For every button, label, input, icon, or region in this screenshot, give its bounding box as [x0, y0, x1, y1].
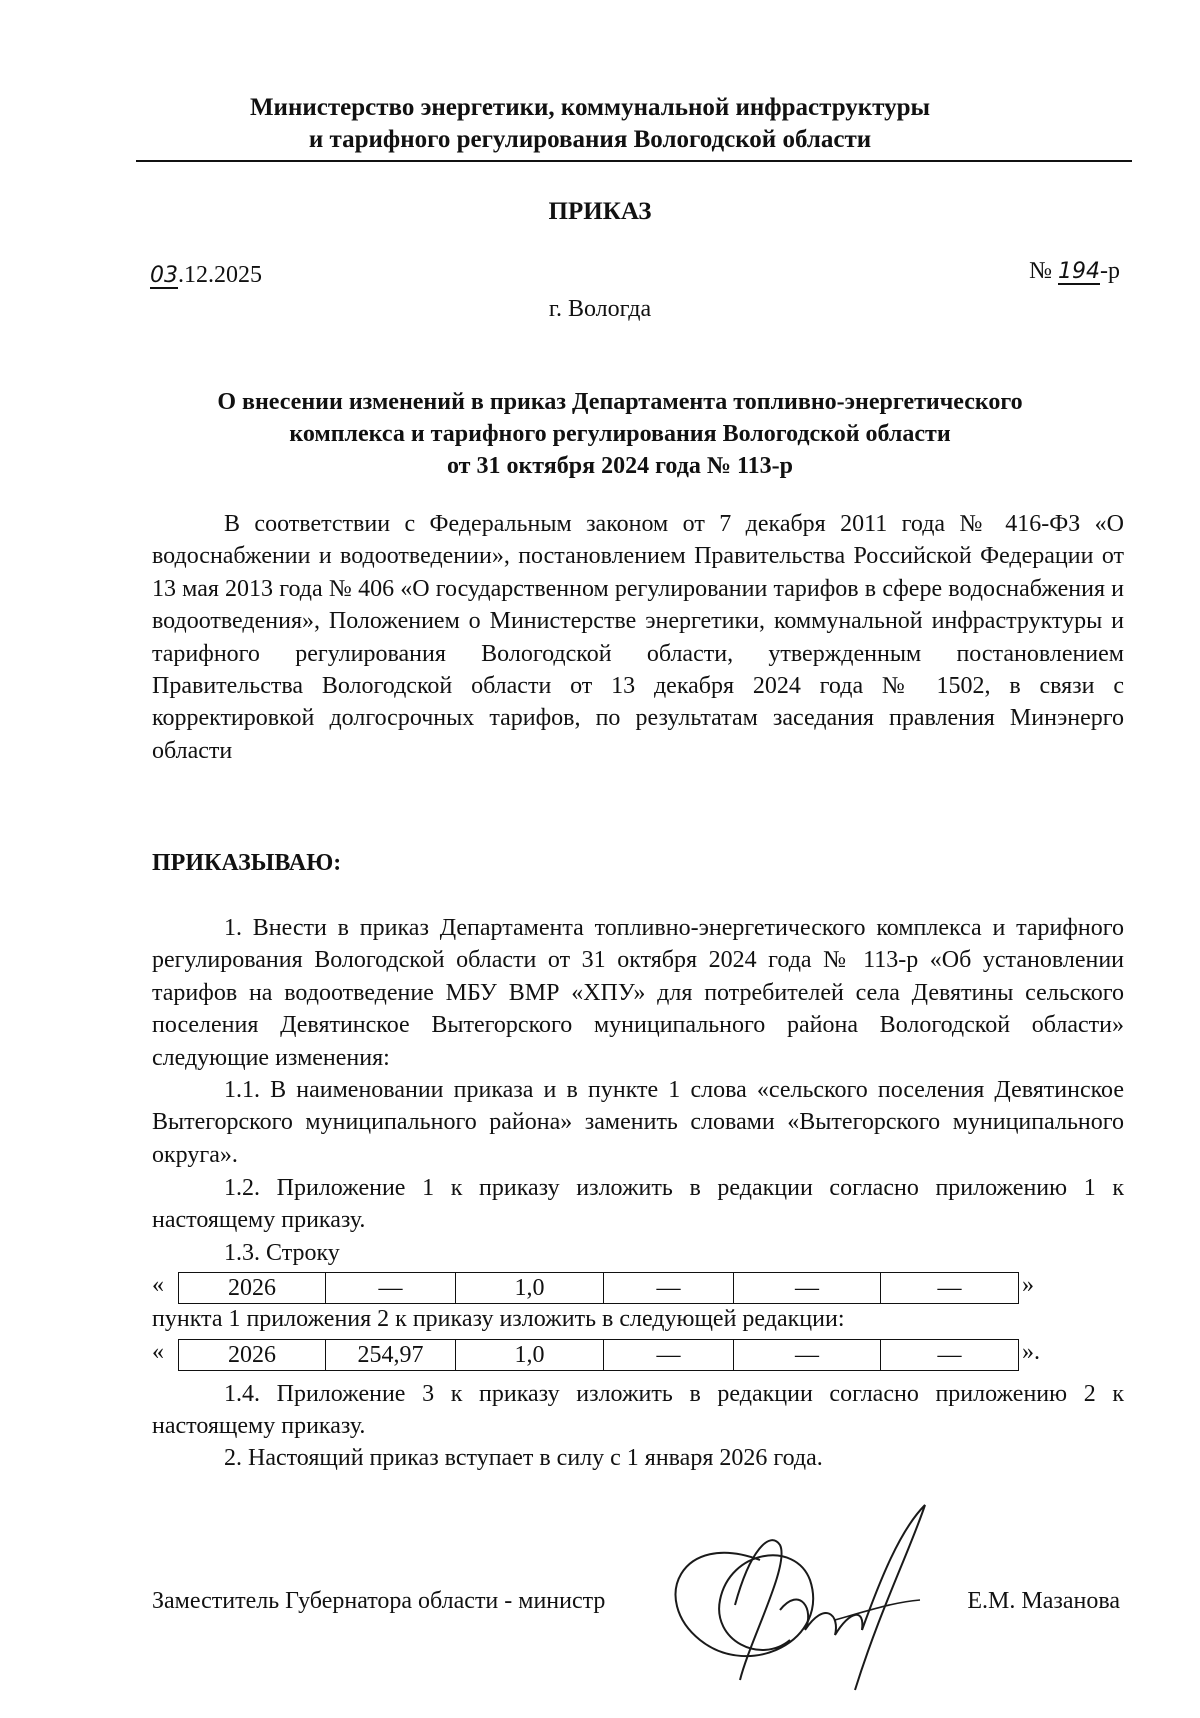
new-row-cell-tariff: 254,97 — [326, 1340, 456, 1370]
new-row-open-quote: « — [152, 1339, 164, 1365]
old-row-open-quote: « — [152, 1272, 164, 1298]
new-row-cell-index: 1,0 — [456, 1340, 604, 1370]
old-row-close-quote: » — [1022, 1272, 1034, 1298]
document-number — [1029, 258, 1120, 285]
old-row-cell-tariff: — — [326, 1273, 456, 1303]
new-row-cells — [178, 1339, 1019, 1371]
item-1-1-paragraph: 1.1. В наименовании приказа и в пункте 1 слова «сельского поселения Девятинское Вытегорского муниципального района» заменить словами «Вытегорского муниципального округа». — [152, 1077, 1124, 1168]
item-1-3-paragraph: 1.3. Строку — [224, 1240, 340, 1266]
ministry-header — [120, 92, 1060, 156]
header-rule — [136, 160, 1132, 162]
item-1-paragraph: 1. Внести в приказ Департамента топливно-энергетического комплекса и тарифного регулирования Вологодской области от 31 октября 2024 года № 113-р «Об установлении тарифов на водоотведение МБУ ВМР «ХПУ» для потребителей села Девятины сельского поселения Девятинское Вытегорского муниципального района Вологодской области» следующие изменения: — [152, 915, 1124, 1071]
ministry-line-2: и тарифного регулирования Вологодской области — [308, 126, 872, 153]
new-row-cell-5: — — [734, 1340, 881, 1370]
new-row-cell-year: 2026 — [179, 1340, 326, 1370]
order-word: ПРИКАЗЫВАЮ: — [152, 850, 342, 876]
document-title: ПРИКАЗ — [548, 198, 652, 225]
subject-line-2: комплекса и тарифного регулирования Вологодской области — [289, 421, 951, 447]
item-2-paragraph: 2. Настоящий приказ вступает в силу с 1 января 2026 года. — [224, 1445, 823, 1471]
document-city: г. Вологда — [548, 296, 652, 322]
new-row-cell-4: — — [604, 1340, 734, 1370]
old-row-cell-5: — — [734, 1273, 881, 1303]
old-tariff-row — [152, 1272, 1062, 1304]
item-1-2-paragraph: 1.2. Приложение 1 к приказу изложить в редакции согласно приложению 1 к настоящему приказу. — [152, 1175, 1124, 1234]
date-rest: .12.2025 — [178, 262, 262, 288]
item-1-4-paragraph: 1.4. Приложение 3 к приказу изложить в редакции согласно приложению 2 к настоящему приказу. — [152, 1381, 1124, 1440]
new-row-close-quote: ». — [1022, 1339, 1040, 1365]
number-value: 194 — [1058, 259, 1100, 284]
date-day: 03 — [150, 263, 178, 288]
handwritten-signature — [640, 1490, 940, 1700]
new-row-cell-6: — — [937, 1342, 962, 1368]
new-tariff-row — [152, 1339, 1062, 1371]
old-row-cell-4: — — [604, 1273, 734, 1303]
subject-line-1: О внесении изменений в приказ Департамента топливно-энергетического — [217, 389, 1023, 415]
subject-line-3: от 31 октября 2024 года № 113-р — [447, 453, 793, 479]
old-row-cell-index: 1,0 — [456, 1273, 604, 1303]
old-row-cells — [178, 1272, 1019, 1304]
document-date — [150, 262, 262, 289]
old-row-cell-6: — — [937, 1275, 962, 1301]
number-prefix: № — [1029, 258, 1052, 284]
old-row-cell-year: 2026 — [179, 1273, 326, 1303]
number-suffix: -р — [1100, 258, 1120, 284]
signer-name: Е.М. Мазанова — [967, 1588, 1120, 1614]
ministry-line-1: Министерство энергетики, коммунальной инфраструктуры — [249, 94, 931, 121]
between-rows-text: пункта 1 приложения 2 к приказу изложить в следующей редакции: — [152, 1306, 845, 1332]
preamble-paragraph: В соответствии с Федеральным законом от 7 декабря 2011 года № 416-ФЗ «О водоснабжении и водоотведении», постановлением Правительства Российской Федерации от 13 мая 2013 года № 406 «О государственном регулировании тарифов в сфере водоснабжения и водоотведения», Положением о Министерстве энергетики, коммунальной инфраструктуры и тарифного регулирования Вологодской области, утвержденным постановлением Правительства Вологодской области от 13 декабря 2024 года № 1502, в связи с корректировкой долгосрочных тарифов, по результатам заседания правления Минэнерго области — [152, 511, 1124, 764]
signer-position: Заместитель Губернатора области - министр — [152, 1588, 606, 1614]
document-subject — [120, 386, 1120, 482]
